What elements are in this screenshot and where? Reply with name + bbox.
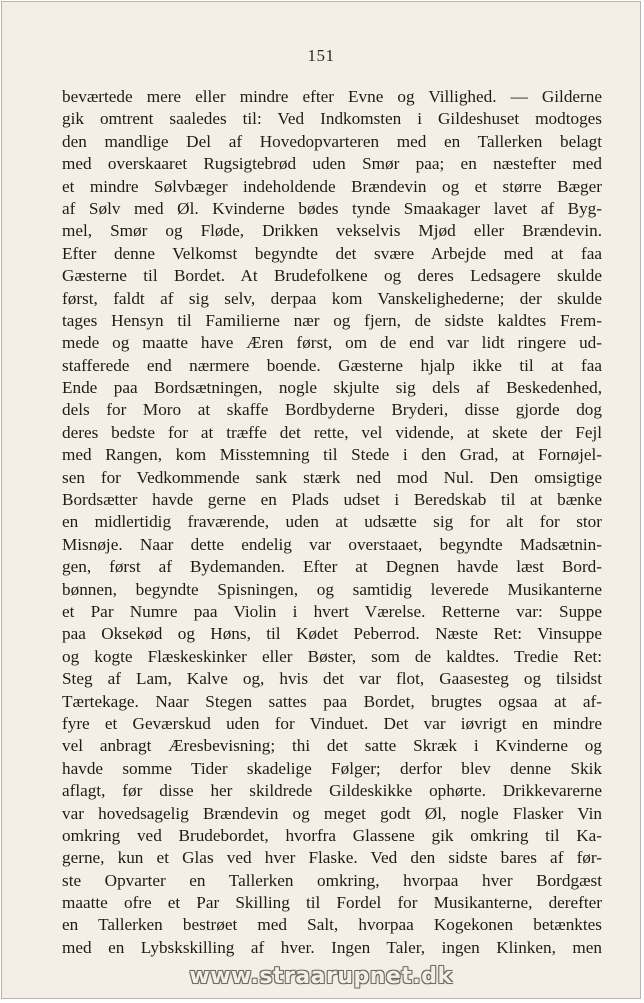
text-line: vel anbragt Æresbevisning; thi det satte Skræk i Kvinderne og [62, 736, 602, 756]
text-line: den mandlige Del af Hovedopvarteren med en Tallerken belagt [62, 131, 602, 151]
site-watermark: www.straarupnet.dk [189, 964, 453, 989]
text-line: deres bedste for at træffe det rette, vel vidende, at skete der Fejl [62, 422, 602, 442]
text-line: med overskaaret Rugsigtebrød uden Smør paa; en næstefter med [62, 154, 602, 174]
text-line: havde somme Tider skadelige Følger; derfor blev denne Skik [62, 758, 602, 778]
text-line: et Par Numre paa Violin i hvert Værelse. Retterne var: Suppe [62, 601, 602, 621]
text-line: mel, Smør og Fløde, Drikken vekselvis Mjød eller Brændevin. [62, 221, 602, 241]
text-line: omkring ved Brudebordet, hvorfra Glassene gik omkring til Ka- [62, 825, 602, 845]
text-line: en midlertidig fraværende, uden at udsætte sig for alt for stor [62, 512, 602, 532]
text-line: tages Hensyn til Familierne nær og fjern, de sidste kaldtes Frem- [62, 310, 602, 330]
text-line: maatte ofre et Par Skilling til Fordel for Musikanterne, derefter [62, 893, 602, 913]
text-line: bønnen, begyndte Spisningen, og samtidig leverede Musikanterne [62, 579, 602, 599]
text-line: dels for Moro at skaffe Bordbyderne Bryderi, disse gjorde dog [62, 400, 602, 420]
text-line: Steg af Lam, Kalve og, hvis det var flot, Gaasesteg og tilsidst [62, 669, 602, 689]
text-line: Ende paa Bordsætningen, nogle skjulte sig dels af Beskedenhed, [62, 378, 602, 398]
text-line: og kogte Flæskeskinker eller Bøster, som de kaldtes. Tredie Ret: [62, 646, 602, 666]
text-line: Efter denne Velkomst begyndte det svære Arbejde med at faa [62, 243, 602, 263]
text-line: Tærtekage. Naar Stegen sattes paa Bordet, brugtes ogsaa at af- [62, 691, 602, 711]
text-line: var hovedsagelig Brændevin og meget godt Øl, nogle Flasker Vin [62, 803, 602, 823]
text-line: Gæsterne til Bordet. At Brudefolkene og deres Ledsagere skulde [62, 266, 602, 286]
page-number: 151 [307, 46, 335, 65]
text-line: gerne, kun et Glas ved hver Flaske. Ved den sidste bares af før- [62, 848, 602, 868]
text-line: ste Opvarter en Tallerken omkring, hvorpaa hver Bordgæst [62, 870, 602, 890]
text-line: aflagt, før disse her skildrede Gildeskikke ophørte. Drikkevarerne [62, 781, 602, 801]
text-line: paa Oksekød og Høns, til Kødet Peberrod. Næste Ret: Vinsuppe [62, 624, 602, 644]
body-text [62, 86, 602, 959]
text-line: fyre et Geværskud uden for Vinduet. Det var iøvrigt en mindre [62, 713, 602, 733]
text-line: et mindre Sølvbæger indeholdende Brændevin og et større Bæger [62, 176, 602, 196]
text-line: mede og maatte have Æren først, om de end var lidt ringere ud- [62, 333, 602, 353]
book-page [1, 1, 641, 999]
text-line: en Tallerken bestrøet med Salt, hvorpaa Kogekonen betænktes [62, 915, 602, 935]
text-line: med en Lybskskilling af hver. Ingen Taler, ingen Klinken, men [62, 937, 602, 957]
text-line: beværtede mere eller mindre efter Evne og Villighed. — Gilderne [62, 87, 602, 106]
text-line: Misnøje. Naar dette endelig var overstaaet, begyndte Madsætnin- [62, 534, 602, 554]
text-line: Bordsætter havde gerne en Plads udset i Beredskab til at bænke [62, 490, 602, 510]
text-line: stafferede end nærmere boende. Gæsterne hjalp ikke til at faa [62, 355, 602, 375]
text-line: sen for Vedkommende sank stærk ned mod Nul. Den omsigtige [62, 467, 602, 487]
text-line: først, faldt af sig selv, derpaa kom Vanskelighederne; der skulde [62, 288, 602, 308]
text-line: med Rangen, kom Misstemning til Stede i den Grad, at Fornøjel- [62, 445, 602, 465]
text-line: af Sølv med Øl. Kvinderne bødes tynde Smaakager lavet af Byg- [62, 198, 602, 218]
text-line: gik omtrent saaledes til: Ved Indkomsten i Gildeshuset modtoges [62, 109, 602, 129]
text-line: gen, først af Bydemanden. Efter at Degnen havde læst Bord- [62, 557, 602, 577]
